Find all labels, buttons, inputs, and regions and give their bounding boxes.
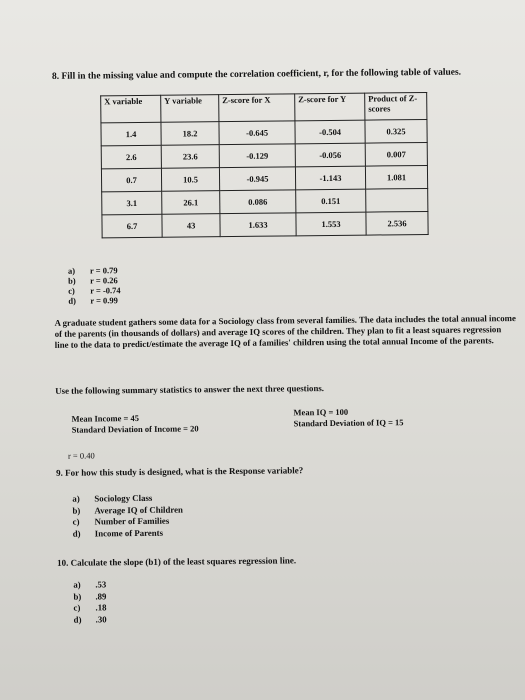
option-b[interactable]: b) Average IQ of Children: [72, 504, 183, 516]
question-10-options: [73, 579, 106, 625]
table-cell: 1.633: [220, 213, 296, 237]
option-b[interactable]: b) .89: [73, 590, 107, 602]
option-a[interactable]: a) r = 0.79: [67, 265, 118, 276]
table-cell: 43: [162, 214, 220, 238]
table-cell: 0.151: [296, 189, 366, 213]
zscore-table: [100, 92, 428, 238]
header-zscore-y: Z-score for Y: [295, 93, 365, 121]
table-row: [102, 188, 428, 214]
table-cell: -0.129: [219, 144, 295, 168]
table-cell: 18.2: [161, 122, 219, 146]
option-d[interactable]: d) .30: [73, 613, 107, 625]
table-cell: 3.1: [102, 191, 162, 215]
mean-iq: Mean IQ = 100: [293, 406, 349, 418]
question-10-title: 10. Calculate the slope (b1) of the least squares regression line.: [57, 555, 297, 568]
table-cell: 0.7: [101, 168, 161, 192]
option-a[interactable]: a) Sociology Class: [72, 492, 153, 504]
correlation-value: r = 0.40: [67, 450, 95, 461]
table-cell: 6.7: [102, 214, 162, 238]
scenario-paragraph: A graduate student gathers some data for a Sociology class from several families. The data includes the total annual income of the parents (in thousands of dollars) and average IQ scores of the children. They plan to fit a least squares regression line to the data to predict/estimate the average IQ of a families' children using the total annual Income of the parents.: [54, 313, 516, 350]
header-product-zscores: Product of Z-scores: [365, 92, 427, 120]
question-8-title: 8. Fill in the missing value and compute the correlation coefficient, r, for the following table of values.: [51, 67, 462, 82]
option-b[interactable]: b) r = 0.26: [68, 275, 118, 286]
option-c[interactable]: c) .18: [73, 602, 107, 613]
option-d[interactable]: d) r = 0.99: [68, 295, 118, 306]
table-header-row: [101, 92, 427, 122]
income-stats: [71, 412, 198, 435]
table-cell: -0.645: [219, 121, 295, 145]
table-row: [101, 142, 427, 168]
mean-income: Mean Income = 45: [71, 412, 140, 424]
question-8-options: [68, 265, 121, 306]
missing-value-cell[interactable]: [366, 188, 428, 212]
sd-iq: Standard Deviation of IQ = 15: [293, 417, 404, 429]
sd-income: Standard Deviation of Income = 20: [71, 423, 199, 435]
iq-stats: [293, 406, 403, 429]
table-row: [101, 119, 427, 145]
table-cell: -0.504: [295, 120, 365, 144]
table-cell: -0.945: [219, 167, 295, 191]
instruction-text: Use the following summary statistics to answer the next three questions.: [55, 383, 324, 396]
header-zscore-x: Z-score for X: [219, 94, 295, 122]
table-cell: 26.1: [162, 191, 220, 215]
table-row: [101, 165, 427, 191]
table-cell: 0.325: [365, 119, 427, 143]
option-a[interactable]: a) .53: [73, 579, 107, 590]
table-cell: 0.086: [220, 190, 296, 214]
header-x-variable: X variable: [101, 95, 161, 123]
table-cell: 0.007: [365, 142, 427, 166]
option-c[interactable]: c) Number of Families: [72, 515, 170, 527]
question-9-title: 9. For how this study is designed, what is the Response variable?: [56, 465, 304, 478]
table-cell: 1.553: [296, 212, 366, 236]
table-cell: -0.056: [295, 143, 365, 167]
table-cell: 1.081: [365, 165, 427, 189]
header-y-variable: Y variable: [161, 95, 219, 123]
table-row: [102, 211, 428, 237]
table-cell: -1.143: [295, 166, 365, 190]
table-cell: 1.4: [101, 122, 161, 146]
option-c[interactable]: c) r = -0.74: [68, 285, 121, 296]
option-d[interactable]: d) Income of Parents: [72, 527, 164, 539]
table-cell: 10.5: [161, 168, 219, 192]
table-cell: 23.6: [161, 145, 219, 169]
table-cell: 2.536: [366, 211, 428, 235]
table-cell: 2.6: [101, 145, 161, 169]
question-9-options: [72, 493, 183, 540]
